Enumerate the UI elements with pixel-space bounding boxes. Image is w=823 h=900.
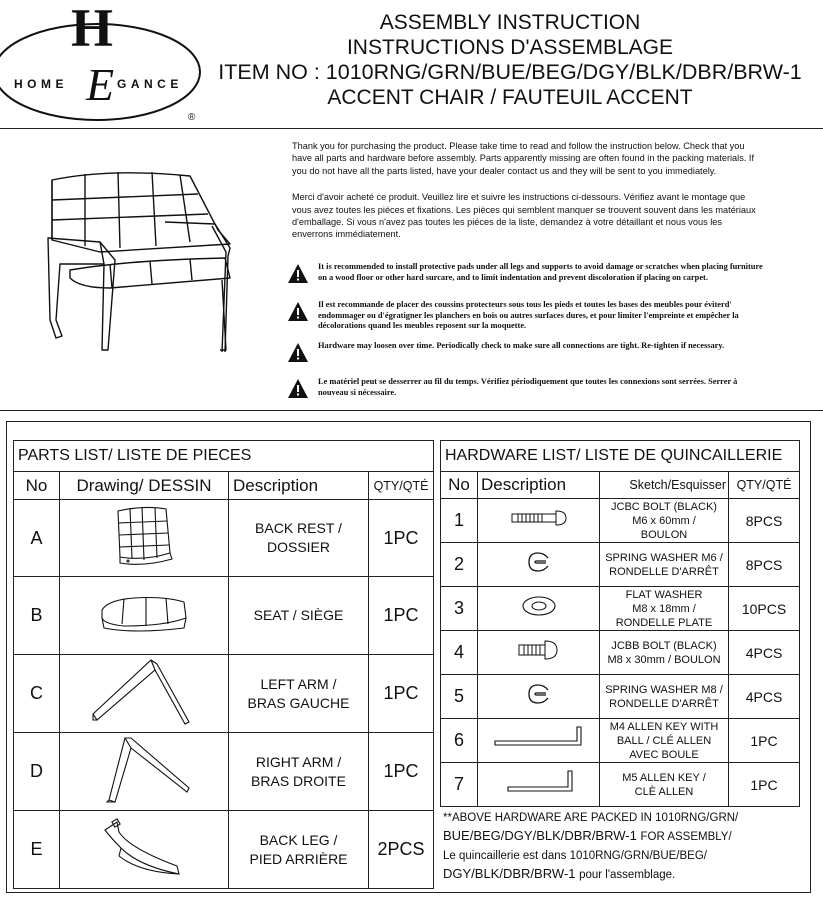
hw-no: 6: [441, 719, 478, 763]
table-row: [441, 719, 800, 763]
warning-icon: [287, 342, 309, 364]
back-rest-drawing: [60, 500, 229, 577]
hw-description: SPRING WASHER M6 / RONDELLE D'ARRÊT: [600, 543, 729, 587]
part-no: D: [14, 733, 60, 811]
logo-brand-right: GANCE: [117, 77, 183, 91]
col-qty: QTY/QTÉ: [729, 472, 800, 499]
warning-4: [287, 377, 767, 400]
warning-text: It is recommended to install protective pads under all legs and supports to avoid damage or scratches when placing furniture on a wood floor or other hard surcare, and to limit indentation and prevent discoloration if placing on carpet.: [318, 262, 763, 282]
hw-no: 3: [441, 587, 478, 631]
part-description: LEFT ARM / BRAS GAUCHE: [229, 655, 369, 733]
hw-no: 1: [441, 499, 478, 543]
intro-text: [292, 140, 762, 255]
part-no: E: [14, 811, 60, 889]
col-qty: QTY/QTÉ: [369, 472, 434, 500]
hw-qty: 1PC: [729, 719, 800, 763]
warning-2: [287, 300, 767, 332]
hw-qty: 8PCS: [729, 543, 800, 587]
table-row: [441, 499, 800, 543]
table-row: [441, 587, 800, 631]
warning-text: Le matériel peut se desserrer au fil du temps. Vérifiez périodiquement que toutes les connexions sont serrées. Serrer à nouveau si nécessaire.: [318, 377, 738, 397]
hw-description: M4 ALLEN KEY WITH BALL / CLÉ ALLEN AVEC BOULE: [600, 719, 729, 763]
warning-icon: [287, 301, 309, 323]
table-row: [441, 763, 800, 807]
hw-qty: 8PCS: [729, 499, 800, 543]
col-description: Description: [478, 472, 600, 499]
hw-qty: 4PCS: [729, 675, 800, 719]
warning-icon: [287, 263, 309, 285]
long-bolt-icon: [478, 499, 600, 543]
part-no: A: [14, 500, 60, 577]
col-no: No: [441, 472, 478, 499]
part-qty: 1PC: [369, 577, 434, 655]
warning-text: Il est recommande de placer des coussins protecteurs sous tous les pieds et toutes les bases des meubles pour éviterd' endommager ou d'égratigner les planchers en bois ou autres surfaces dures, et pour limiter l'empreinte et empêcher la décolorations quand les meubles reposent sur la moquette.: [318, 300, 739, 331]
intro-divider: [0, 410, 823, 411]
parts-table: [13, 440, 434, 889]
seat-drawing: [60, 577, 229, 655]
part-description: BACK REST / DOSSIER: [229, 500, 369, 577]
part-qty: 1PC: [369, 733, 434, 811]
chair-illustration: [40, 160, 280, 380]
hw-qty: 1PC: [729, 763, 800, 807]
item-number: ITEM NO : 1010RNG/GRN/BUE/BEG/DGY/BLK/DBR/BRW-1: [218, 60, 802, 84]
table-row: [14, 733, 434, 811]
col-description: Description: [229, 472, 369, 500]
hw-description: M5 ALLEN KEY / CLÈ ALLEN: [600, 763, 729, 807]
title-line-2: INSTRUCTIONS D'ASSEMBLAGE: [346, 36, 674, 59]
hardware-title: HARDWARE LIST/ LISTE DE QUINCAILLERIE: [441, 441, 800, 472]
spring-washer-icon: [478, 543, 600, 587]
part-description: SEAT / SIÈGE: [229, 577, 369, 655]
intro-english: Thank you for purchasing the product. Please take time to read and follow the instruction below. Check that you have all parts and hardware before assembly. Parts apparently missing are often found in the packing materials. If you do not have all the parts listed, have your dealer contact us and they will be sent to you immediately.: [292, 141, 755, 176]
hw-description: JCBC BOLT (BLACK) M6 x 60mm / BOULON: [600, 499, 729, 543]
hardware-note: **ABOVE HARDWARE ARE PACKED IN 1010RNG/GRN/ BUE/BEG/DGY/BLK/DBR/BRW-1 FOR ASSEMBLY/ Le quincaillerie est dans 1010RNG/GRN/BUE/BEG/ DGY/BLK/DBR/BRW-1 pour l'assemblage.: [443, 812, 739, 881]
hw-no: 4: [441, 631, 478, 675]
logo-brand-left: HOME: [14, 77, 68, 91]
table-row: [441, 543, 800, 587]
table-row: [441, 675, 800, 719]
table-row: [441, 631, 800, 675]
hw-description: FLAT WASHER M8 x 18mm / RONDELLE PLATE: [600, 587, 729, 631]
left-arm-drawing: [60, 655, 229, 733]
table-row: [14, 655, 434, 733]
warning-3: [287, 341, 767, 364]
intro-french: Merci d'avoir acheté ce produit. Veuillez lire et suivre les instructions ci-dessours. Vérifiez avant le montage que vous avez toutes les piéces et fixations. Les pièces qui semblent manquer se trouvent souvent dans les matériaux d'emballage. Si vous n'avez pas toutes les piéces de la liste, demandez à votre détaillant et nous vous les enverrons immédiatement.: [292, 192, 756, 240]
hw-description: SPRING WASHER M8 / RONDELLE D'ARRÊT: [600, 675, 729, 719]
brand-logo: [0, 0, 205, 123]
warning-icon: [287, 378, 309, 400]
table-row: [14, 500, 434, 577]
flat-washer-icon: [478, 587, 600, 631]
back-leg-drawing: [60, 811, 229, 889]
hw-no: 5: [441, 675, 478, 719]
logo-script-e: E: [85, 59, 115, 110]
warning-1: [287, 262, 767, 285]
col-sketch: Sketch/Esquisser: [600, 472, 729, 499]
title-block: [205, 10, 815, 110]
warning-text: Hardware may loosen over time. Periodically check to make sure all connections are tight. Re-tighten if necessary.: [318, 341, 725, 350]
logo-h: H: [70, 0, 114, 58]
col-no: No: [14, 472, 60, 500]
short-bolt-icon: [478, 631, 600, 675]
product-name: ACCENT CHAIR / FAUTEUIL ACCENT: [327, 86, 693, 109]
part-no: B: [14, 577, 60, 655]
parts-title: PARTS LIST/ LISTE DE PIECES: [14, 441, 434, 472]
allen-key-long-icon: [478, 719, 600, 763]
table-row: [14, 577, 434, 655]
hw-qty: 4PCS: [729, 631, 800, 675]
part-no: C: [14, 655, 60, 733]
hw-qty: 10PCS: [729, 587, 800, 631]
allen-key-short-icon: [478, 763, 600, 807]
part-description: RIGHT ARM / BRAS DROITE: [229, 733, 369, 811]
registered-mark: ®: [188, 112, 196, 123]
header-divider: [0, 128, 823, 129]
part-qty: 1PC: [369, 500, 434, 577]
title-line-1: ASSEMBLY INSTRUCTION: [379, 11, 641, 34]
hardware-table: [440, 440, 800, 807]
part-qty: 1PC: [369, 655, 434, 733]
spring-washer-icon: [478, 675, 600, 719]
col-drawing: Drawing/ DESSIN: [60, 472, 229, 500]
hw-description: JCBB BOLT (BLACK) M8 x 30mm / BOULON: [600, 631, 729, 675]
part-description: BACK LEG / PIED ARRIÈRE: [229, 811, 369, 889]
part-qty: 2PCS: [369, 811, 434, 889]
hw-no: 2: [441, 543, 478, 587]
table-row: [14, 811, 434, 889]
hw-no: 7: [441, 763, 478, 807]
right-arm-drawing: [60, 733, 229, 811]
